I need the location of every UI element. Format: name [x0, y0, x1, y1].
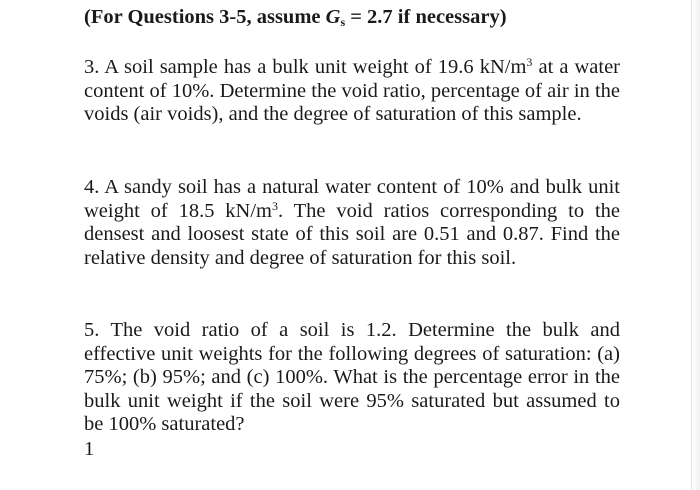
question-3-number: 3.	[84, 56, 100, 78]
specific-gravity-symbol	[326, 6, 345, 28]
heading-suffix: = 2.7 if necessary)	[345, 6, 507, 28]
question-4-text-after: . The void ratios corresponding to the densest and loosest state of this soil are 0.51 and 0.87. Find the relative density and degree of saturation for this soil.	[84, 199, 620, 269]
question-5	[84, 319, 620, 437]
question-5-text: The void ratio of a soil is 1.2. Determine the bulk and effective unit weights for the following degrees of saturation: (a) 75%; (b) 95%; and (c) 100%. What is the percentage error in the bulk unit weight if the soil were 95% saturated but assumed to be 100% saturated?	[84, 319, 620, 435]
specific-gravity-letter: G	[325, 6, 341, 28]
question-4-unit-superscript: 3	[272, 198, 278, 213]
heading-prefix: (For Questions 3-5, assume	[84, 6, 326, 28]
window-right-edge	[691, 0, 700, 490]
section-heading	[84, 4, 507, 35]
page-number: 1	[84, 438, 95, 460]
question-3-text-after: at a water content of 10%. Determine the void ratio, percentage of air in the voids (air voids), and the degree of saturation of this sample.	[84, 56, 621, 125]
question-4-text-before: A sandy soil has a natural water content of 10% and bulk unit weight of 18.5 kN/m	[84, 176, 620, 222]
question-3	[84, 56, 620, 127]
question-3-unit-superscript: 3	[526, 55, 533, 69]
question-4-number: 4.	[84, 176, 100, 198]
question-4	[84, 176, 620, 270]
question-5-number: 5.	[84, 319, 100, 341]
specific-gravity-subscript: s	[340, 15, 346, 29]
question-3-text-before: A soil sample has a bulk unit weight of 19.6 kN/m	[99, 56, 527, 78]
